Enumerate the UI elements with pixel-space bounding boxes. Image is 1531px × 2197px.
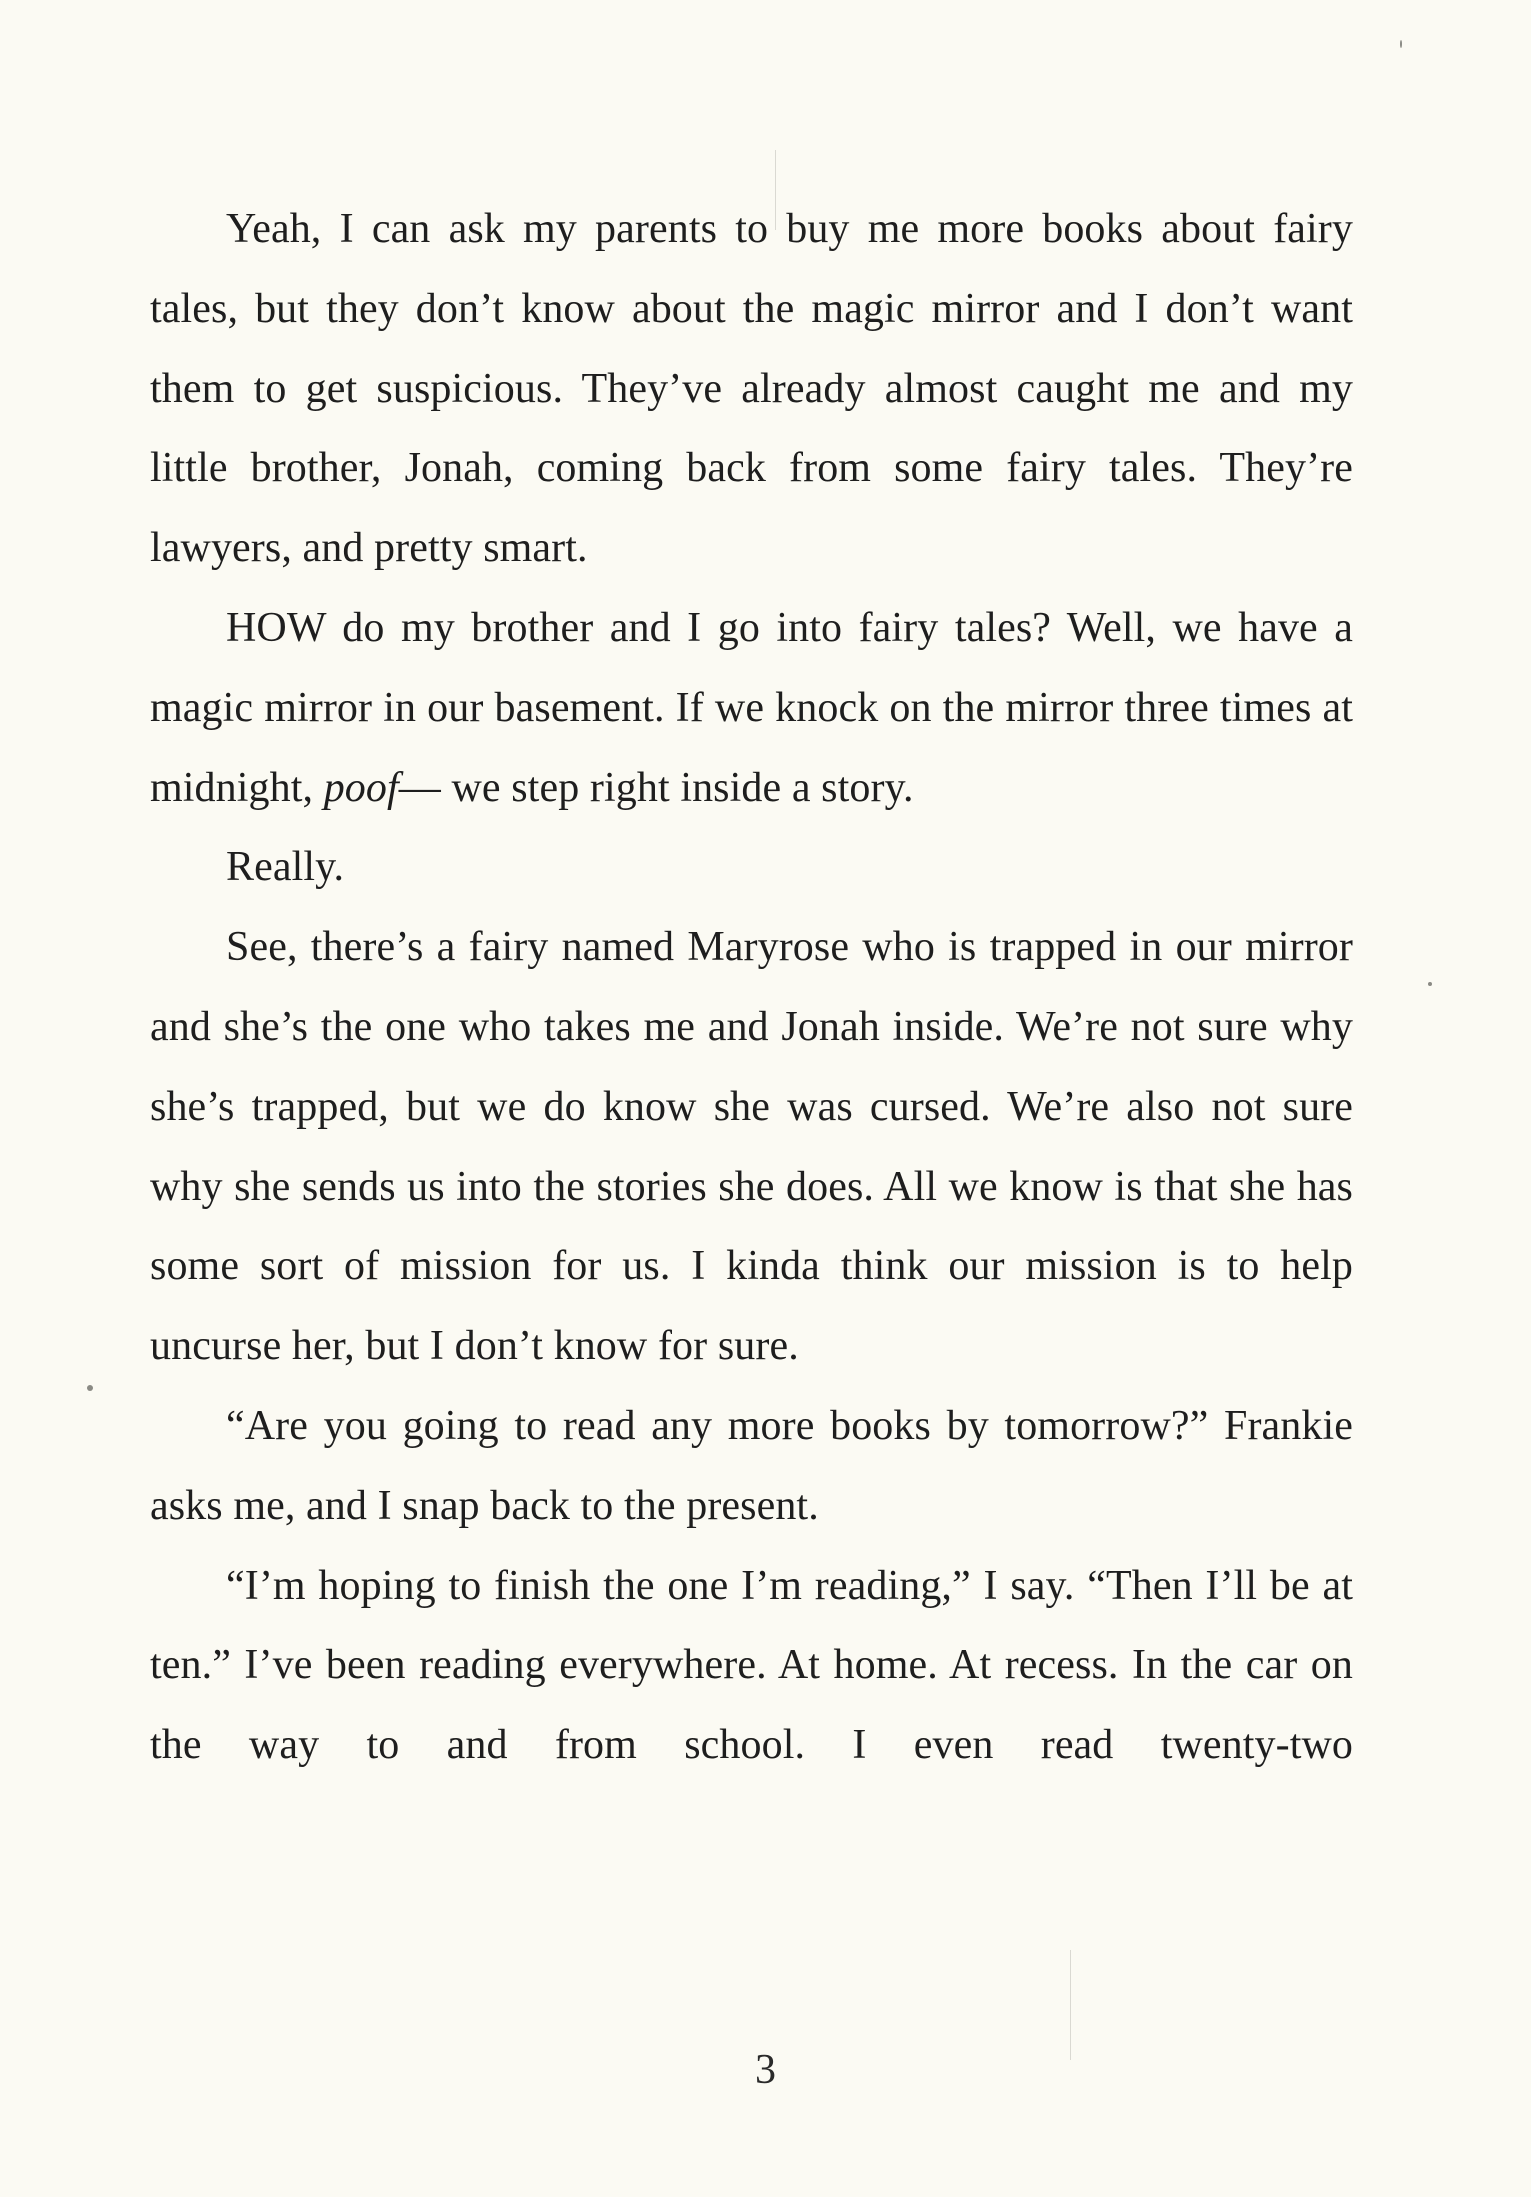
body-text [150,190,1353,1786]
paragraph-text: — we step right inside a story. [398,764,914,811]
paragraph [150,589,1353,828]
paragraph: Yeah, I can ask my parents to buy me more books about fairy tales, but they don’t know about the magic mirror and I don’t want them to get suspicious. They’ve already almost caught me and my little brother, Jonah, coming back from some fairy tales. They’re lawyers, and pretty smart. [150,206,1353,572]
scan-speck [1428,982,1432,986]
scan-line [775,150,776,230]
paragraph: “I’m hoping to finish the one I’m reading,” I say. “Then I’ll be at ten.” I’ve been reading everywhere. At home. At recess. In the car on the way to and from school. I even read twenty-two [150,1562,1353,1769]
scan-line [1070,1950,1071,2060]
paragraph: Really. [226,844,345,891]
scan-speck [87,1385,93,1391]
paragraph: See, there’s a fairy named Maryrose who is trapped in our mirror and she’s the one who takes me and Jonah inside. We’re not sure why she’s trapped, but we do know she was cursed. We’re also not sure why she sends us into the stories she does. All we know is that she has some sort of mission for us. I kinda think our mission is to help uncurse her, but I don’t know for sure. [150,924,1353,1370]
paragraph: “Are you going to read any more books by tomorrow?” Frankie asks me, and I snap back to the present. [150,1402,1353,1529]
page-number: 3 [755,2047,776,2093]
paragraph-text: HOW do my brother and I go into fairy tales? Well, we have a magic mirror in our basement. If we knock on the mirror three times at midnight, [150,604,1353,811]
emphasis-text: poof [323,764,399,811]
scan-speck [1400,40,1402,48]
